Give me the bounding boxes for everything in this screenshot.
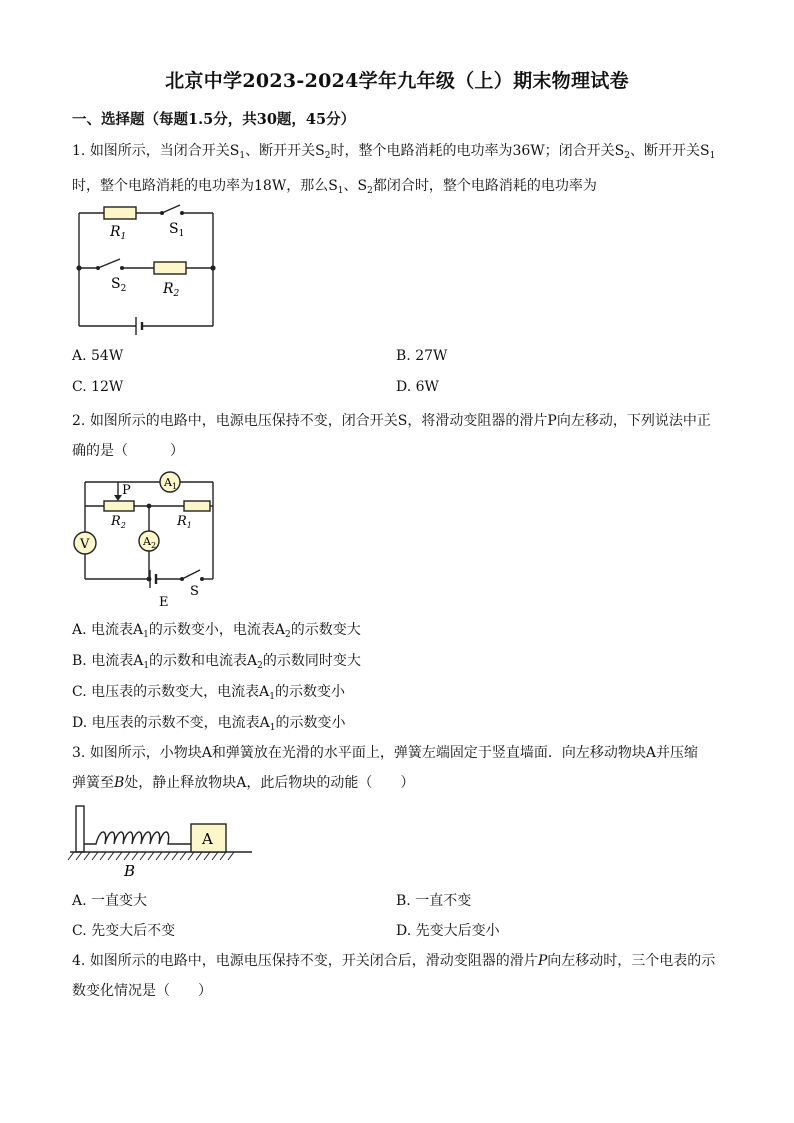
label-v: V [80, 537, 90, 552]
label-e: E [159, 595, 169, 610]
q3-option-b[interactable]: B. 一直不变 [396, 893, 472, 909]
circuit-diagram-2 [70, 468, 230, 612]
question-text: 如图所示，当闭合开关S [89, 143, 240, 159]
label-r1: $R_1$ [110, 224, 127, 242]
question-number: 2. [72, 413, 86, 429]
q2-option-c[interactable]: C. 电压表的示数变大，电流表$A_1$的示数变小 [72, 684, 345, 702]
junction-dot [210, 265, 215, 270]
q1-option-d[interactable]: D. 6W [396, 379, 439, 395]
q3-option-a[interactable]: A. 一直变大 [72, 893, 148, 909]
q2-option-b[interactable]: B. 电流表$A_1$的示数和电流表$A_2$的示数同时变大 [72, 653, 361, 671]
label-a: A [202, 830, 213, 848]
label-r2: $R_2$ [163, 281, 180, 299]
q1-option-a[interactable]: A. 54W [72, 348, 124, 364]
switch-s1 [162, 205, 180, 213]
question-number: 3. [72, 745, 86, 761]
question-number: 1. [72, 143, 86, 159]
spring-block-diagram [66, 800, 266, 880]
q1-option-b[interactable]: B. 27W [396, 348, 448, 364]
label-p: P [122, 483, 131, 498]
q3-option-c[interactable]: C. 先变大后不变 [72, 923, 176, 939]
resistor-r2 [104, 501, 134, 511]
label-s2: $S_2$ [111, 276, 127, 294]
floor-hatching [68, 852, 234, 860]
section-heading: 一、选择题（每题1.5分，共30题，45分） [72, 111, 356, 128]
q2-option-d[interactable]: D. 电压表的示数不变，电流表$A_1$的示数变小 [72, 715, 346, 733]
label-r2: $R_2$ [111, 514, 126, 530]
q1-option-c[interactable]: C. 12W [72, 379, 124, 395]
label-r1: $R_1$ [177, 514, 192, 530]
question-1-text: 1. 如图所示，当闭合开关$S_1$、断开开关$S_2$时，整个电路消耗的电功率为36W；闭合开关$S_2$、断开开关$S_1$ 时，整个电路消耗的电功率为18W，那么$S_1$、$S_2$都闭合时，整个电路消耗的电功率为 [72, 143, 716, 196]
label-a1: $A_1$ [164, 476, 178, 491]
label-s: S [190, 584, 199, 599]
question-2-text: 2. 如图所示的电路中，电源电压保持不变，闭合开关S，将滑动变阻器的滑片P向左移动，下列说法中正 确的是（ ） [72, 413, 711, 459]
junction-dot [76, 265, 81, 270]
resistor-r1 [184, 501, 210, 511]
label-b: B [124, 862, 136, 880]
circuit-diagram-1 [70, 196, 230, 336]
page-title: 北京中学2023-2024学年九年级（上）期末物理试卷 [165, 70, 629, 92]
label-s1: $S_1$ [169, 221, 185, 239]
resistor-r1 [104, 207, 136, 219]
wall [76, 806, 84, 852]
question-4-text: 4. 如图所示的电路中，电源电压保持不变，开关闭合后，滑动变阻器的滑片P向左移动时，三个电表的示 数变化情况是（ ） [72, 953, 716, 999]
q2-option-a[interactable]: A. 电流表$A_1$的示数变小，电流表$A_2$的示数变大 [72, 622, 361, 640]
label-a2: $A_2$ [143, 535, 157, 550]
q3-option-d[interactable]: D. 先变大后变小 [396, 923, 500, 939]
resistor-r2 [154, 262, 186, 274]
question-3-text: 3. 如图所示，小物块A和弹簧放在光滑的水平面上，弹簧左端固定于竖直墙面．向左移动物块A并压缩 弹簧至B处，静止释放物块A，此后物块的动能（ ） [72, 745, 699, 791]
spring [84, 832, 191, 844]
question-number: 4. [72, 953, 86, 969]
switch-s [182, 570, 200, 579]
switch-s2 [98, 259, 120, 268]
